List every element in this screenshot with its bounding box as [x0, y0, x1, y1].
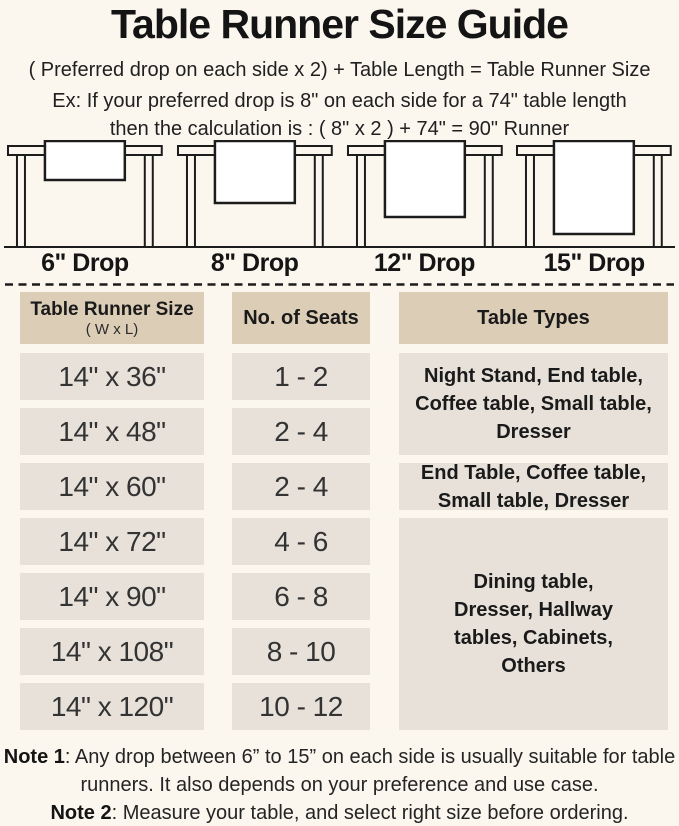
- seats-cell-row5: 6 - 8: [232, 573, 370, 620]
- table-runner-15-drop-illustration: [509, 140, 679, 248]
- drop-label-6: 6" Drop: [41, 249, 129, 277]
- note-2-label: Note 2: [50, 802, 112, 824]
- page-title: Table Runner Size Guide: [111, 1, 568, 47]
- drop-label-15: 15" Drop: [543, 249, 645, 277]
- note-1: [0, 743, 679, 799]
- drop-label-8: 8" Drop: [210, 249, 299, 277]
- formula-line: ( Preferred drop on each side x 2) + Table Length = Table Runner Size: [28, 59, 651, 81]
- notes-section: [0, 743, 679, 826]
- seats-cell-row6: 8 - 10: [232, 628, 370, 675]
- size-cell-row6: 14" x 108": [20, 628, 204, 675]
- table-runner-6-drop-illustration: [0, 140, 170, 248]
- diagram-15-drop: [509, 140, 679, 248]
- size-cell-row7: 14" x 120": [20, 683, 204, 730]
- header-size-title: Table Runner Size: [30, 298, 194, 320]
- diagram-8-drop: [170, 140, 340, 248]
- header-types-cell: Table Types: [399, 292, 668, 344]
- seats-cell-row4: 4 - 6: [232, 518, 370, 565]
- types-group-cell-1: Night Stand, End table, Coffee table, Small table, Dresser: [399, 353, 668, 455]
- seats-cell-row1: 1 - 2: [232, 353, 370, 400]
- header-size-cell: [20, 292, 204, 344]
- drop-diagrams-row: [0, 140, 679, 248]
- header-size-subtitle: ( W x L): [85, 320, 139, 338]
- size-cell-row5: 14" x 90": [20, 573, 204, 620]
- table-runner-12-drop-illustration: [340, 140, 510, 248]
- size-table: [0, 292, 679, 732]
- note-2: [0, 799, 679, 826]
- diagram-6-drop: [0, 140, 170, 248]
- example-line-2: then the calculation is : ( 8" x 2 ) + 74" = 90" Runner: [109, 118, 570, 140]
- types-group-cell-3: Dining table, Dresser, Hallway tables, Cabinets, Others: [399, 518, 668, 730]
- seats-cell-row7: 10 - 12: [232, 683, 370, 730]
- note-1-label: Note 1: [3, 746, 65, 768]
- dashed-divider-line: [5, 282, 674, 287]
- drop-label-12: 12" Drop: [373, 249, 475, 277]
- seats-cell-row2: 2 - 4: [232, 408, 370, 455]
- size-cell-row3: 14" x 60": [20, 463, 204, 510]
- header-seats-cell: No. of Seats: [232, 292, 370, 344]
- drop-labels-row: [0, 249, 679, 278]
- note-2-text: : Measure your table, and select right size before ordering.: [111, 802, 629, 824]
- size-cell-row2: 14" x 48": [20, 408, 204, 455]
- note-1-text: : Any drop between 6” to 15” on each side is usually suitable for table runners. It also depends on your preference and use case.: [64, 746, 676, 796]
- size-cell-row1: 14" x 36": [20, 353, 204, 400]
- seats-cell-row3: 2 - 4: [232, 463, 370, 510]
- size-cell-row4: 14" x 72": [20, 518, 204, 565]
- floor-divider-line: [4, 246, 675, 248]
- table-runner-8-drop-illustration: [170, 140, 340, 248]
- types-group-cell-2: End Table, Coffee table, Small table, Dresser: [399, 463, 668, 510]
- diagram-12-drop: [340, 140, 510, 248]
- example-line-1: Ex: If your preferred drop is 8" on each side for a 74" table length: [52, 90, 627, 112]
